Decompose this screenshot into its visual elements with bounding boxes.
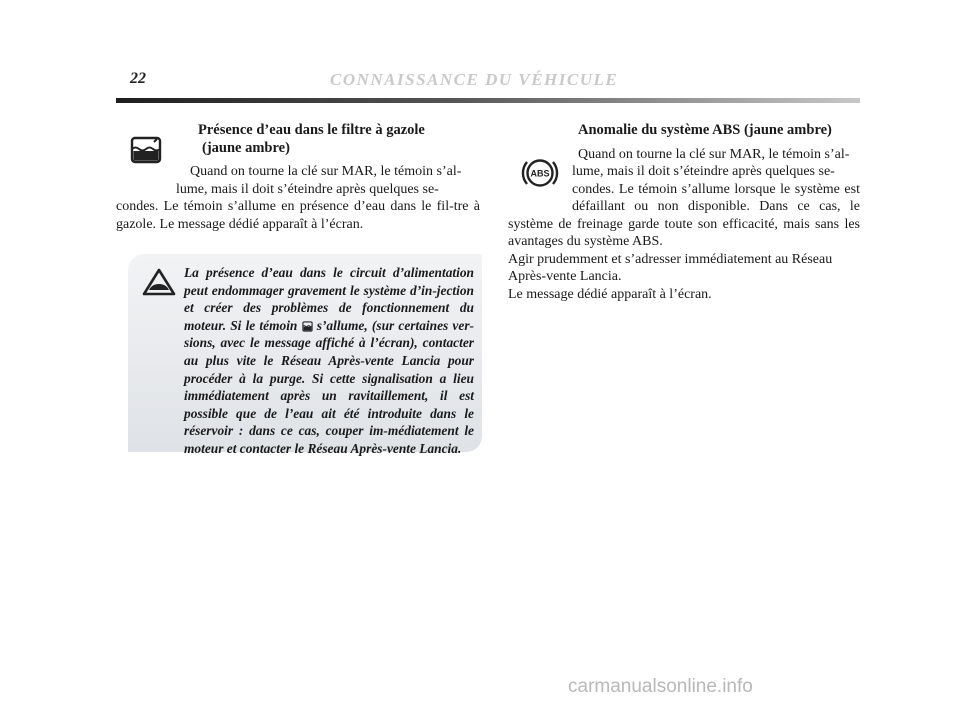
abs-body-para3: Le message dédié apparaît à l’écran. [508,286,712,302]
abs-body: Quand on tourne la clé sur MAR, le témoin s’al- lume, mais il doit s’éteindre après quelques se- condes. Le témoin s’allume lorsque le système est défaillant ou non disponible. Dans ce cas, le système de freinage garde toute son efficacité, mais sans les avantages du système ABS. [508,146,860,249]
svg-text:ABS: ABS [530,168,550,179]
abs-body-para2: Agir prudemment et s’adresser immédiatement au Réseau Après-vente Lancia. [508,251,833,284]
watermark: carmanualsonline.info [568,676,753,697]
warning-box [128,254,482,456]
water-in-diesel-filter-icon [116,122,176,178]
header-rule [116,98,860,103]
abs-title: Anomalie du système ABS (jaune ambre) [578,122,832,138]
section-title: CONNAISSANCE DU VÉHICULE [330,70,619,89]
warning-text-part2: s’allume, (sur certaines ver-sions, avec le message affiché à l’écran), contacter au plus vite le Réseau Après-vente Lancia pour procéder à la purge. Si cette signalisation a lieu immédiatement après un ravitaillement, il est possible que de l’eau ait été introduite dans le réservoir : dans ce cas, couper im-médiatement le moteur et contacter le Réseau Après-vente Lancia. [184,317,474,456]
warning-text: La présence d’eau dans le circuit d’alimentation peut endommager gravement le système d’in-jection et créer des problèmes de fonctionnement du moteur. Si le témoin s’allume, (sur certaines ver-sions, avec le message affiché à l’écran), contacter au plus vite le Réseau Après-vente Lancia pour procéder à la purge. Si cette signalisation a lieu immédiatement après un ravitaillement, il est possible que de l’eau ait été introduite dans le réservoir : dans ce cas, couper im-médiatement le moteur et contacter le Réseau Après-vente Lancia. [184,265,474,456]
water-filter-body: Quand on tourne la clé sur MAR, le témoin s’al- lume, mais il doit s’éteindre après quelques se- condes. Le témoin s’allume en présence d’eau dans le fil-tre à gazole. Le message dédié apparaît à l’écran. [116,164,480,232]
abs-icon [508,138,572,208]
water-filter-section [116,122,480,233]
page-number: 22 [130,70,146,87]
water-in-diesel-filter-icon [302,321,313,332]
water-filter-title: Présence d’eau dans le filtre à gazole (jaune ambre) [198,122,425,156]
page-header [116,68,860,108]
abs-section [508,122,860,303]
